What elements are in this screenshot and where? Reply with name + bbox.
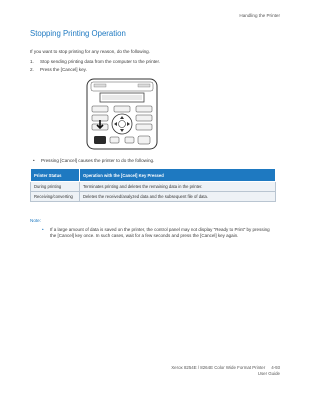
step-item — [30, 59, 160, 67]
table-row — [31, 192, 276, 202]
bullet-icon: • — [42, 227, 44, 232]
cancel-operation-table — [30, 168, 276, 202]
intro-text: If you want to stop printing for any reason, do the following. — [30, 49, 151, 54]
table-cell: During printing — [31, 182, 80, 192]
control-panel-illustration — [86, 78, 158, 150]
table-row — [31, 182, 276, 192]
note-item — [42, 227, 275, 240]
running-header: Handling the Printer — [239, 13, 280, 18]
step-text: Stop sending printing data from the computer to the printer. — [40, 59, 161, 64]
bullet-icon: • — [33, 158, 35, 163]
steps-list — [30, 59, 160, 75]
step-number: 2. — [30, 67, 34, 72]
table-cell: Terminates printing and deletes the remaining data in the printer. — [80, 182, 276, 192]
note-text: If a large amount of data is saved on the printer, the control panel may not display "Ready to Print" by pressing the [Cancel] key once. In such cases, wait for a few seconds and press the [Cancel] key again. — [50, 227, 270, 239]
step-text: Press the [Cancel] key. — [40, 67, 87, 72]
bullet-item — [33, 158, 154, 163]
note-label: Note: — [30, 218, 41, 223]
page-footer — [171, 365, 280, 377]
step-number: 1. — [30, 59, 34, 64]
column-header-status: Printer Status — [31, 169, 80, 182]
step-item — [30, 67, 160, 75]
footer-product: Xerox 8254E / 8264E Color Wide Format Printer — [171, 365, 266, 370]
section-title: Stopping Printing Operation — [30, 29, 126, 38]
bullet-text: Pressing [Cancel] causes the printer to do the following. — [41, 158, 155, 163]
table-header-row — [31, 169, 276, 182]
table-cell: Deletes the received/analyzed data and the subsequent file of data. — [80, 192, 276, 202]
table-cell: Receiving/converting — [31, 192, 80, 202]
footer-guide: User Guide — [257, 371, 280, 376]
page-number: 4-93 — [271, 365, 280, 370]
column-header-operation: Operation with the [Cancel] Key Pressed — [80, 169, 276, 182]
